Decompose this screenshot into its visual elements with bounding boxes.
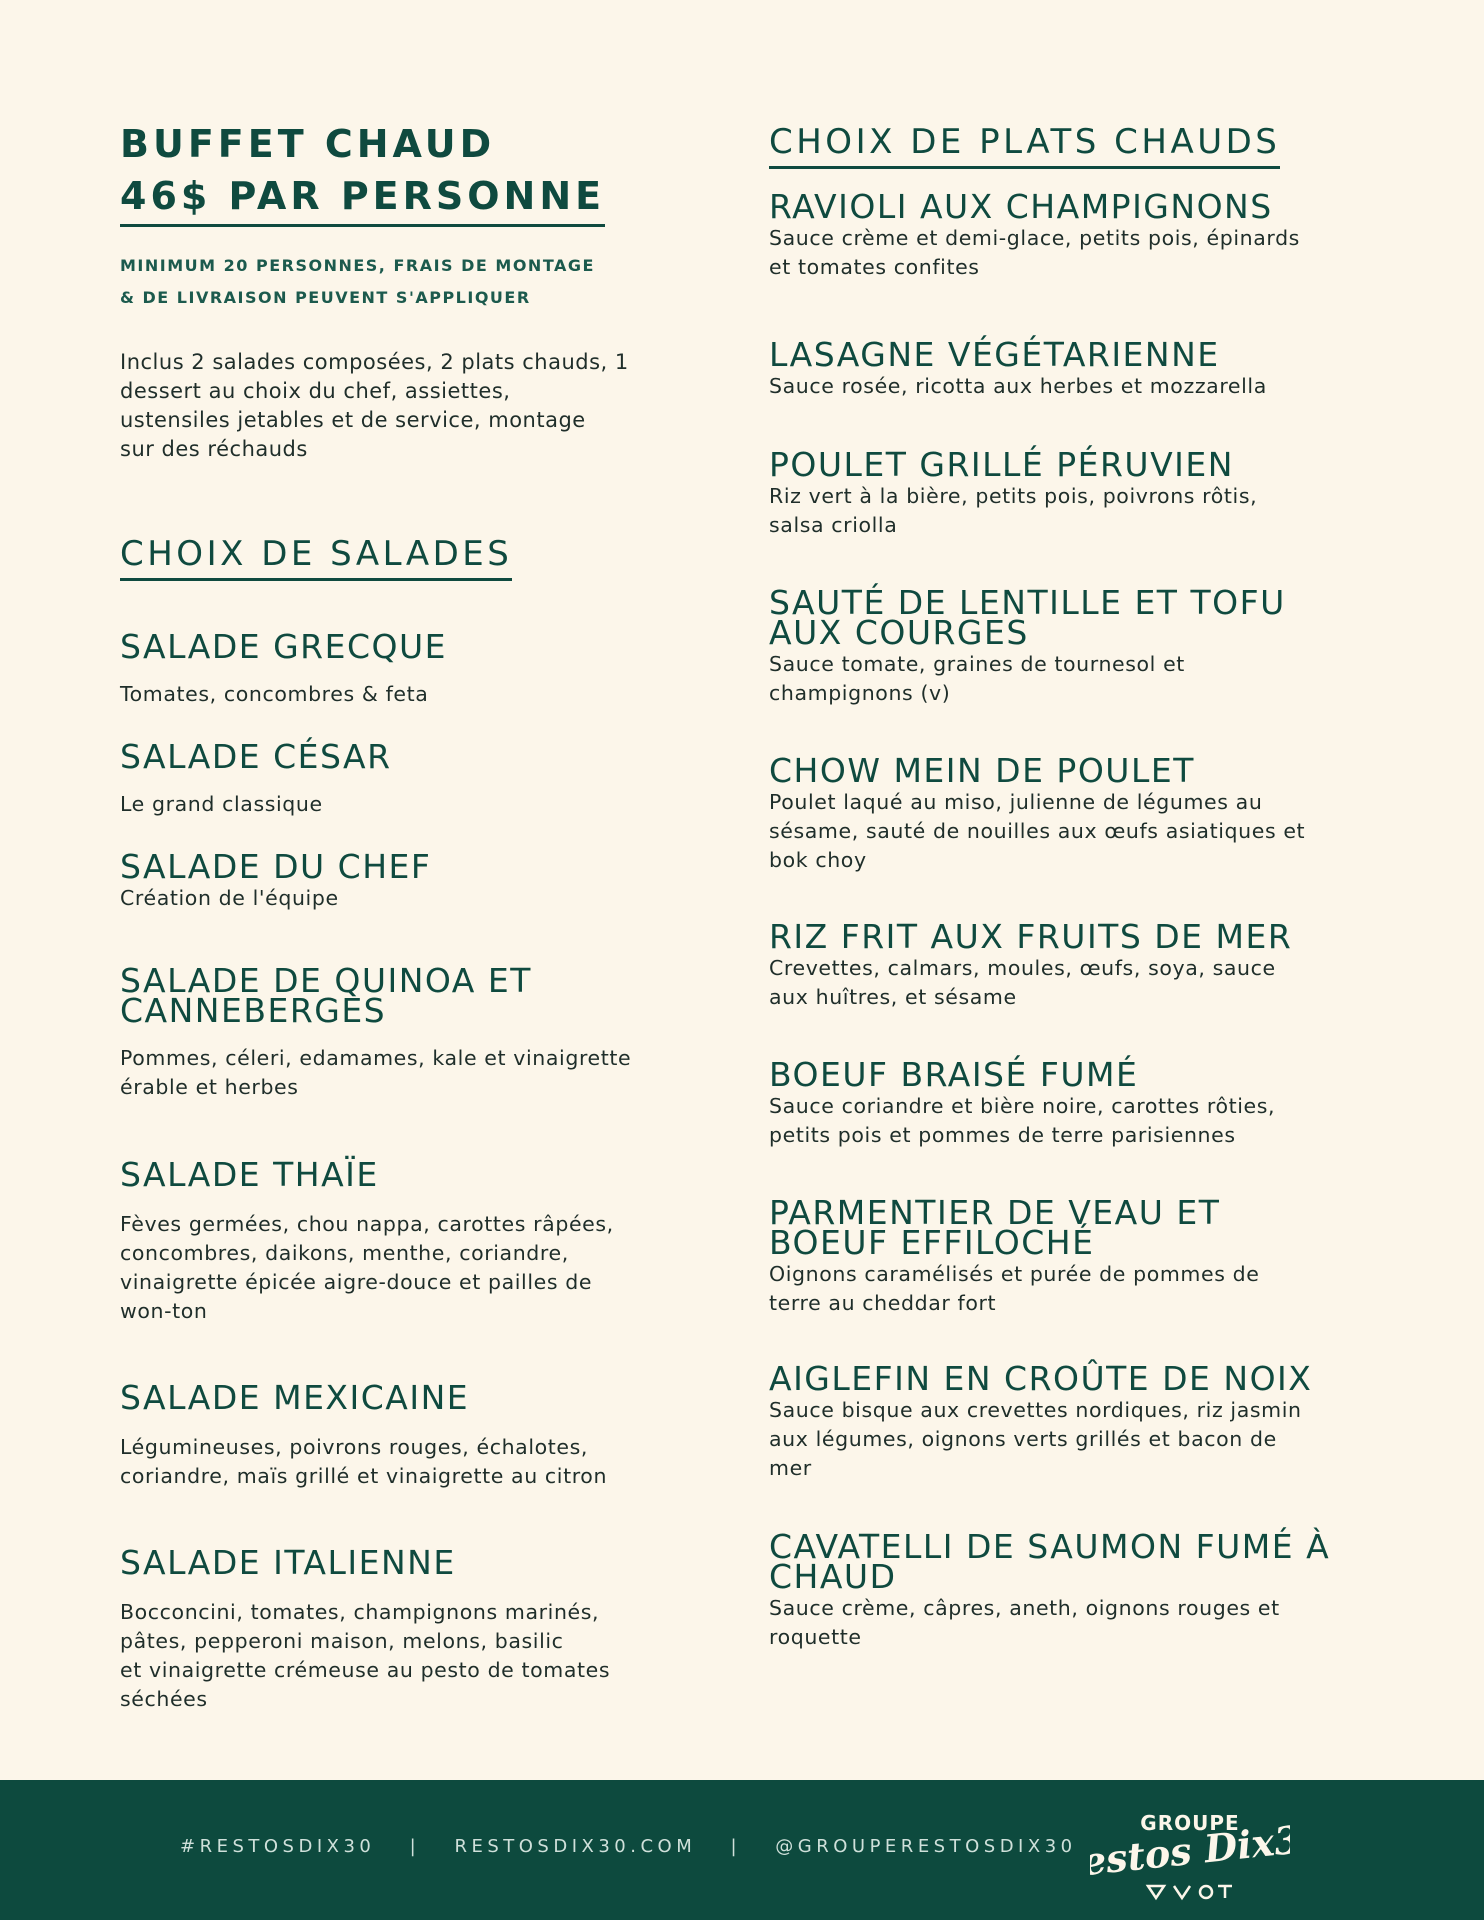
buffet-note-line2: & DE LIVRAISON PEUVENT S'APPLIQUER: [120, 288, 531, 307]
hot-desc-line: Sauce tomate, graines de tournesol et: [769, 652, 1185, 676]
salad-item: [120, 737, 392, 819]
hashtag-link[interactable]: #RESTOSDIX30: [180, 1836, 376, 1857]
salad-name: SALADE CÉSAR: [120, 737, 392, 776]
hot-desc-line: sésame, sauté de nouilles aux œufs asiatiques et: [769, 819, 1306, 843]
buffet-title-underline: [120, 118, 605, 227]
hot-name: CAVATELLI DE SAUMON FUMÉ À: [769, 1527, 1331, 1566]
hot-item: [769, 187, 1300, 282]
salad-desc-line: érable et herbes: [120, 1075, 299, 1099]
salad-desc: Tomates, concombres & feta: [120, 682, 429, 706]
hot-item: [769, 583, 1286, 708]
hot-desc-line: Sauce coriandre et bière noire, carottes rôties,: [769, 1094, 1276, 1118]
hot-name: LASAGNE VÉGÉTARIENNE: [769, 335, 1220, 374]
hot-desc: [769, 650, 1286, 708]
hot-desc: [769, 788, 1305, 875]
logo-graphic: [1090, 1804, 1290, 1904]
hot-name: POULET GRILLÉ PÉRUVIEN: [769, 445, 1234, 484]
hot-desc-line: Sauce crème, câpres, aneth, oignons rouges et: [769, 1596, 1280, 1620]
hot-desc-line: Sauce bisque aux crevettes nordiques, riz jasmin: [769, 1398, 1302, 1422]
hot-name: SAUTÉ DE LENTILLE ET TOFU: [769, 583, 1286, 622]
salad-desc-line: séchées: [120, 1687, 208, 1711]
salad-desc-line: concombres, daikons, menthe, coriandre,: [120, 1241, 569, 1265]
buffet-intro: [120, 348, 629, 464]
buffet-intro-line: ustensiles jetables et de service, montage: [120, 408, 586, 432]
hot-desc-line: terre au cheddar fort: [769, 1291, 997, 1315]
salad-desc: [120, 1210, 614, 1326]
buffet-note-line1: MINIMUM 20 PERSONNES, FRAIS DE MONTAGE: [120, 256, 595, 275]
salad-desc-line: coriandre, maïs grillé et vinaigrette au citron: [120, 1464, 608, 1488]
salad-desc: [120, 1433, 607, 1491]
hot-name: AIGLEFIN EN CROÛTE DE NOIX: [769, 1359, 1313, 1398]
salads-heading: CHOIX DE SALADES: [120, 534, 512, 581]
hot-item: [769, 917, 1293, 1012]
hot-heading-wrap: [769, 122, 1280, 169]
hot-item: [769, 751, 1306, 875]
salad-desc-line: won-ton: [120, 1299, 208, 1323]
hot-desc-line: champignons (v): [769, 681, 951, 705]
hot-desc: Sauce rosée, ricotta aux herbes et mozzarella: [769, 374, 1267, 398]
buffet-intro-line: sur des réchauds: [120, 437, 308, 461]
hot-name: CHOW MEIN DE POULET: [769, 751, 1195, 790]
salad-desc-line: vinaigrette épicée aigre-douce et pailles de: [120, 1270, 593, 1294]
hot-item: [769, 1527, 1331, 1652]
salad-item: [120, 961, 632, 1102]
salad-desc: [120, 1044, 631, 1102]
logo-top-text: GROUPE: [1140, 1811, 1240, 1835]
salad-name: SALADE MEXICAINE: [120, 1378, 470, 1417]
hot-name: AUX COURGES: [769, 613, 1029, 652]
hot-heading: CHOIX DE PLATS CHAUDS: [769, 122, 1280, 169]
logo-main-text: Restos Dix30: [1090, 1813, 1290, 1888]
hot-desc: [769, 224, 1300, 282]
buffet-title: [120, 118, 605, 227]
buffet-intro-line: dessert au choix du chef, assiettes,: [120, 379, 511, 403]
buffet-note: [120, 250, 595, 314]
footer-divider: |: [730, 1836, 742, 1857]
salad-item: [120, 847, 432, 913]
hot-desc-line: mer: [769, 1456, 812, 1480]
hot-desc: [769, 1092, 1275, 1150]
hot-desc-line: et tomates confites: [769, 255, 980, 279]
groupe-restos-dix30-logo: [1090, 1804, 1290, 1904]
salad-desc-line: et vinaigrette crémeuse au pesto de tomates: [120, 1658, 611, 1682]
website-link[interactable]: RESTOSDIX30.COM: [454, 1836, 697, 1857]
salad-item: [120, 1378, 608, 1491]
salad-item: [120, 627, 447, 709]
salad-desc: [120, 1598, 610, 1714]
hot-desc-line: roquette: [769, 1625, 862, 1649]
hot-desc: [769, 954, 1292, 1012]
social-handle-link[interactable]: @GROUPERESTOSDIX30: [775, 1836, 1077, 1857]
salad-desc-line: Fèves germées, chou nappa, carottes râpées,: [120, 1212, 614, 1236]
hot-desc: [769, 482, 1257, 540]
hot-item: [769, 445, 1258, 540]
hot-name: PARMENTIER DE VEAU ET: [769, 1193, 1221, 1232]
hot-item: [769, 1359, 1313, 1483]
hot-name: CHAUD: [769, 1557, 897, 1596]
hot-desc-line: petits pois et pommes de terre parisiennes: [769, 1123, 1236, 1147]
footer: [0, 1780, 1484, 1920]
hot-name: BOEUF EFFILOCHÉ: [769, 1223, 1095, 1262]
salad-desc: Le grand classique: [120, 792, 323, 816]
hot-item: [769, 335, 1267, 401]
salad-desc-line: Bocconcini, tomates, champignons marinés,: [120, 1600, 600, 1624]
salad-desc-line: pâtes, pepperoni maison, melons, basilic: [120, 1629, 564, 1653]
hot-item: [769, 1193, 1260, 1318]
hot-desc-line: Riz vert à la bière, petits pois, poivrons rôtis,: [769, 484, 1258, 508]
hot-desc-line: bok choy: [769, 848, 867, 872]
hot-name: RAVIOLI AUX CHAMPIGNONS: [769, 187, 1273, 226]
salads-heading-wrap: [120, 534, 512, 581]
buffet-title-line2: 46$ PAR PERSONNE: [120, 174, 606, 218]
salad-name: SALADE GRECQUE: [120, 627, 447, 666]
hot-desc-line: aux légumes, oignons verts grillés et bacon de: [769, 1427, 1277, 1451]
salad-name: CANNEBERGES: [120, 991, 387, 1030]
salad-item: [120, 1543, 611, 1714]
salad-name: SALADE ITALIENNE: [120, 1543, 456, 1582]
hot-name: BOEUF BRAISÉ FUMÉ: [769, 1055, 1139, 1094]
salad-name: SALADE DE QUINOA ET: [120, 961, 532, 1000]
footer-divider: |: [409, 1836, 421, 1857]
hot-item: [769, 1055, 1276, 1150]
hot-desc: [769, 1594, 1330, 1652]
hot-desc-line: Oignons caramélisés et purée de pommes de: [769, 1262, 1260, 1286]
hot-desc-line: salsa criolla: [769, 513, 898, 537]
salad-name: SALADE DU CHEF: [120, 847, 432, 886]
hot-name: RIZ FRIT AUX FRUITS DE MER: [769, 917, 1293, 956]
salad-desc-line: Pommes, céleri, edamames, kale et vinaigrette: [120, 1046, 632, 1070]
hot-desc: [769, 1396, 1312, 1483]
buffet-title-line1: BUFFET CHAUD: [120, 122, 496, 166]
logo-symbols-icon: [1148, 1886, 1232, 1898]
hot-desc-line: aux huîtres, et sésame: [769, 985, 1017, 1009]
hot-desc: [769, 1260, 1259, 1318]
salad-desc-line: Légumineuses, poivrons rouges, échalotes,: [120, 1435, 589, 1459]
salad-name: SALADE THAÏE: [120, 1155, 379, 1194]
hot-desc-line: Crevettes, calmars, moules, œufs, soya, sauce: [769, 956, 1276, 980]
hot-desc-line: Poulet laqué au miso, julienne de légumes au: [769, 790, 1263, 814]
salad-desc: Création de l'équipe: [120, 886, 339, 910]
salad-item: [120, 1155, 614, 1326]
footer-links: [180, 1836, 1077, 1857]
hot-desc-line: Sauce crème et demi-glace, petits pois, épinards: [769, 226, 1300, 250]
buffet-intro-line: Inclus 2 salades composées, 2 plats chauds, 1: [120, 350, 629, 374]
